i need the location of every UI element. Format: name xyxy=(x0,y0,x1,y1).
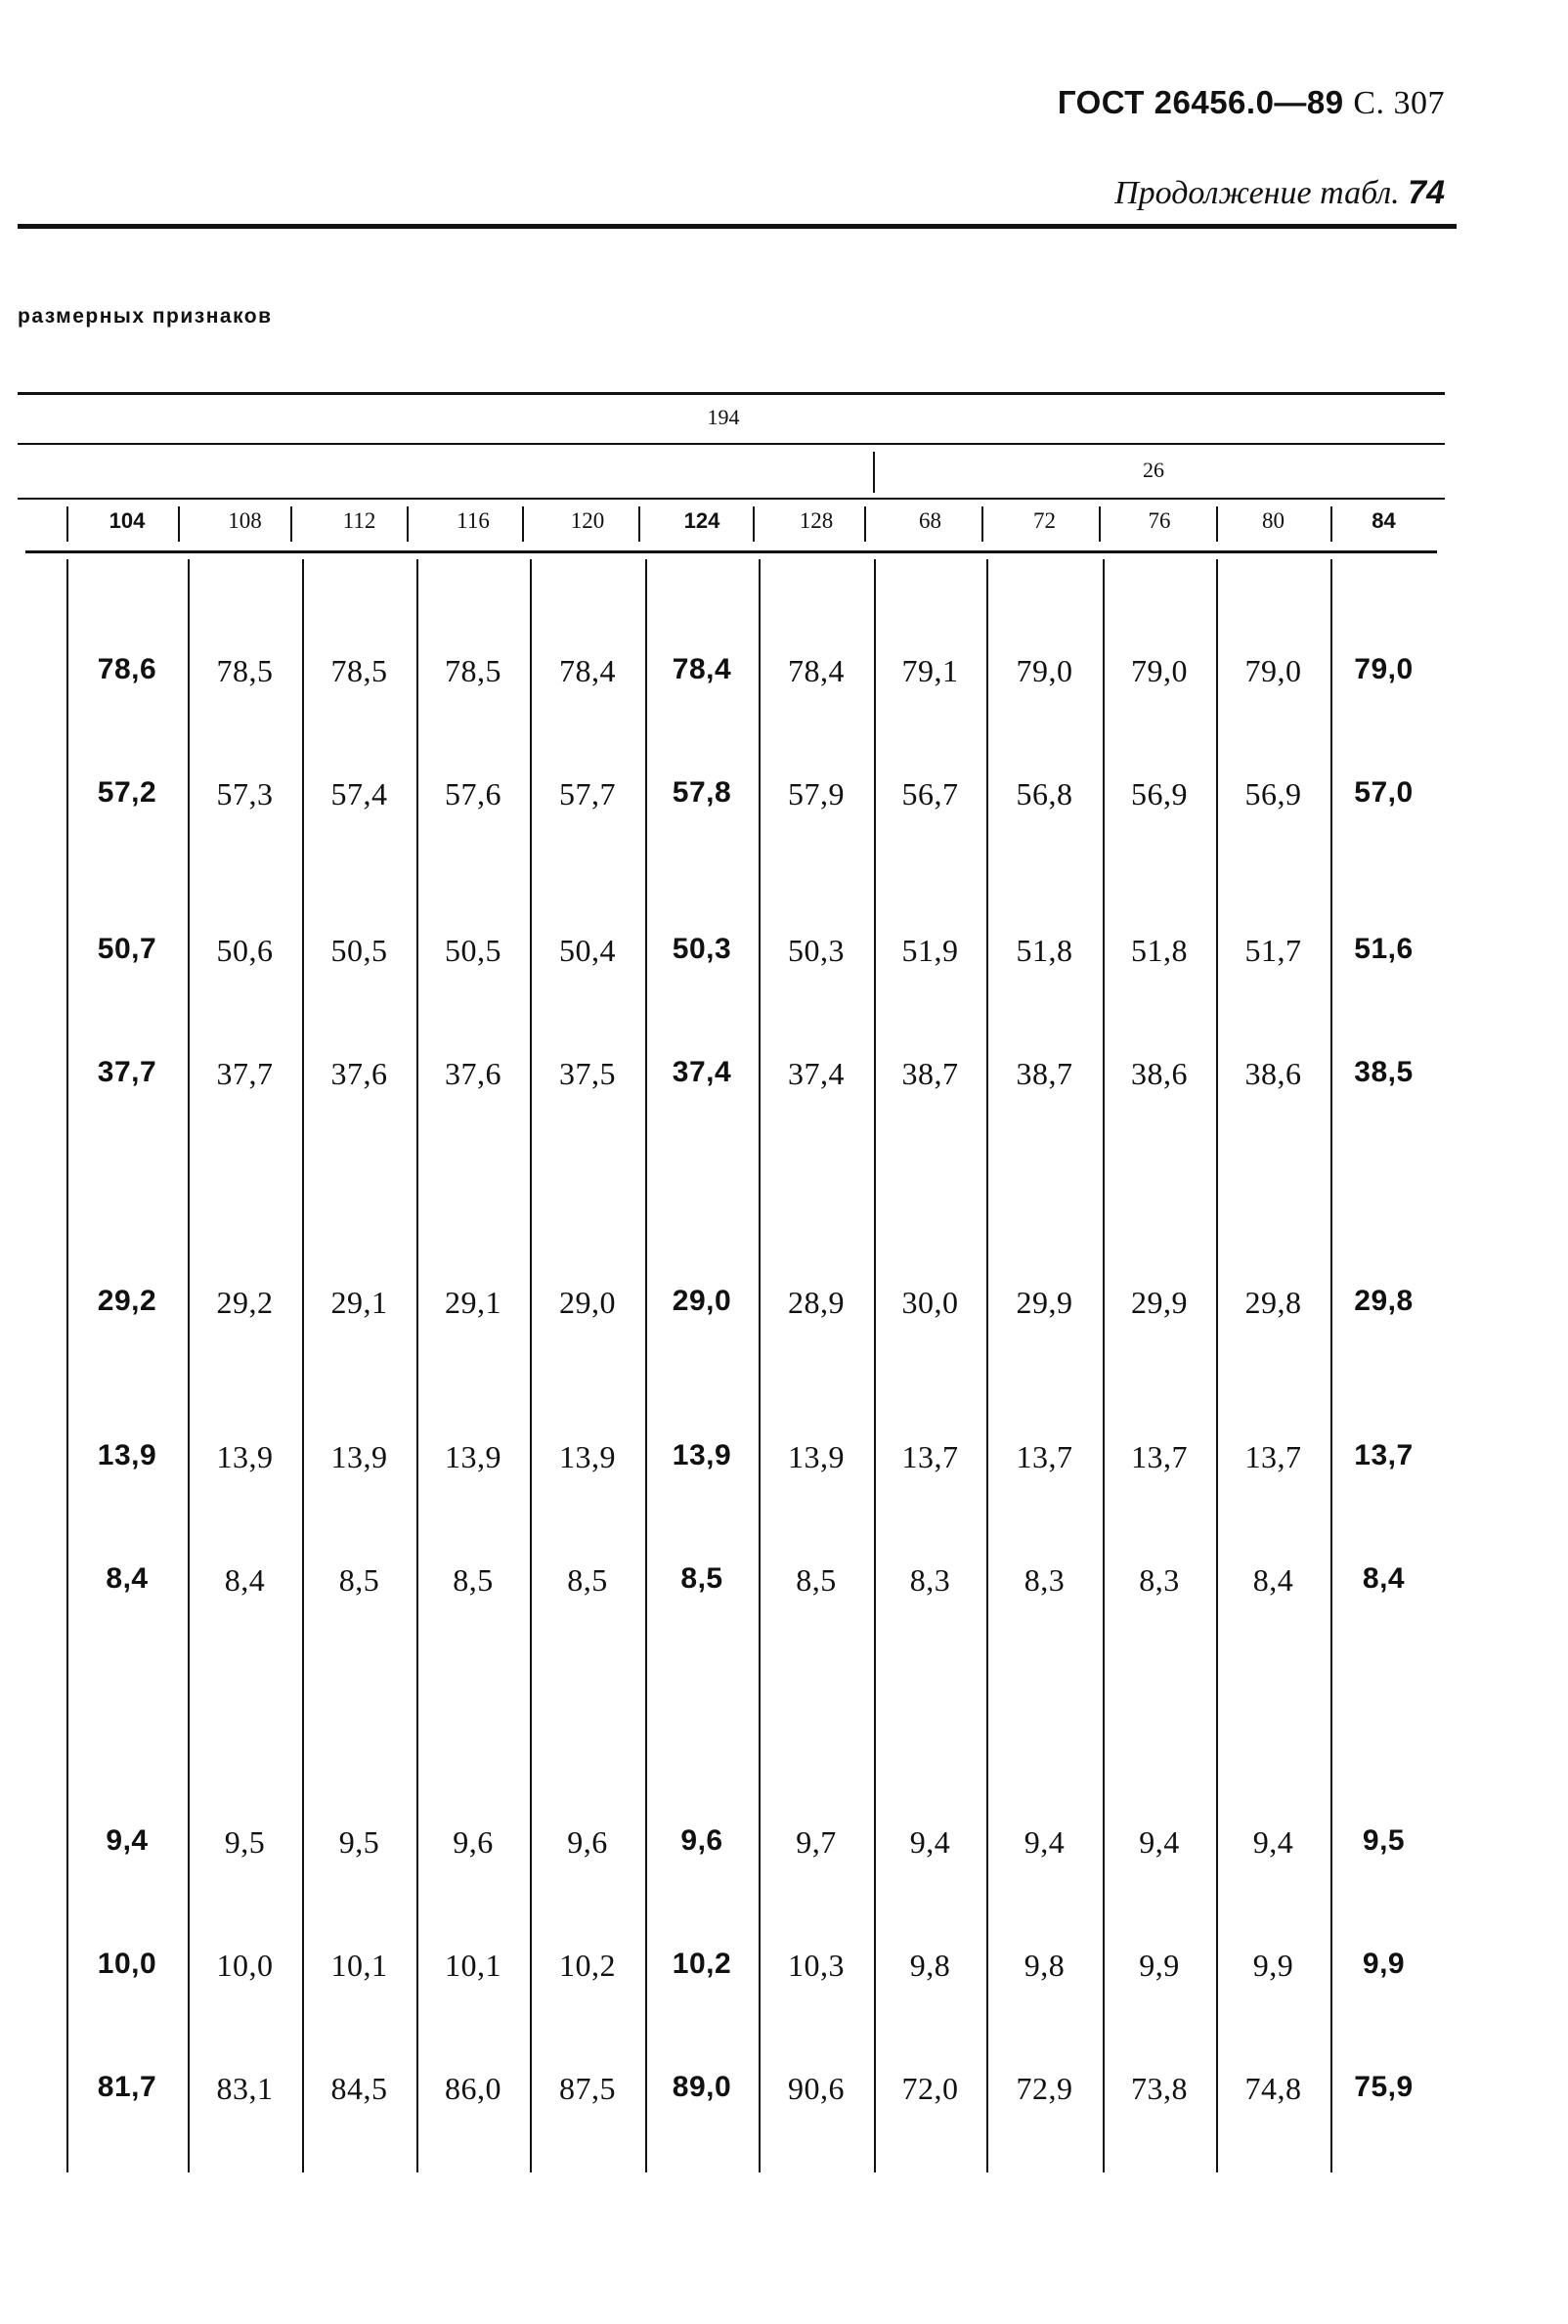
table-cell: 37,6 xyxy=(445,1056,501,1091)
table-cell: 9,6 xyxy=(453,1824,494,1860)
column-header-divider xyxy=(407,506,409,542)
page-header xyxy=(1058,84,1445,122)
table-cell: 79,0 xyxy=(1354,653,1414,685)
table-cell: 9,9 xyxy=(1139,1948,1180,1983)
table-cell: 29,9 xyxy=(1016,1285,1073,1320)
table-cell: 13,7 xyxy=(901,1439,959,1474)
table-cell: 57,0 xyxy=(1354,776,1414,809)
table-cell: 9,4 xyxy=(106,1824,149,1857)
table-cell: 37,4 xyxy=(672,1056,732,1088)
column-divider xyxy=(188,559,190,2172)
group-rule xyxy=(18,443,1445,445)
column-divider xyxy=(874,559,876,2172)
table-cell: 81,7 xyxy=(97,2071,157,2103)
table-cell: 13,7 xyxy=(1131,1439,1188,1474)
table-cell: 79,1 xyxy=(901,653,959,688)
table-cell: 29,1 xyxy=(445,1285,501,1320)
table-cell: 9,9 xyxy=(1362,1948,1406,1980)
table-cell: 51,8 xyxy=(1016,933,1073,968)
subgroup-rule xyxy=(18,498,1445,500)
table-cell: 9,7 xyxy=(796,1824,837,1860)
table-cell: 10,3 xyxy=(788,1948,845,1983)
table-cell: 75,9 xyxy=(1354,2071,1414,2103)
continuation-text: Продолжение табл. xyxy=(1114,175,1400,211)
table-cell: 29,2 xyxy=(216,1285,274,1320)
table-cell: 9,4 xyxy=(1252,1824,1294,1860)
column-header-divider xyxy=(638,506,640,542)
table-cell: 57,7 xyxy=(559,776,616,811)
group-header-sub: 26 xyxy=(1143,458,1164,482)
table-cell: 9,6 xyxy=(567,1824,608,1860)
table-cell: 9,6 xyxy=(680,1824,723,1857)
table-cell: 9,9 xyxy=(1252,1948,1294,1983)
table-cell: 8,5 xyxy=(567,1562,608,1598)
column-header: 104 xyxy=(109,508,146,533)
table-cell: 78,4 xyxy=(672,653,732,685)
table-cell: 50,4 xyxy=(559,933,616,968)
column-header-divider xyxy=(290,506,292,542)
column-header-divider xyxy=(753,506,755,542)
table-cell: 50,5 xyxy=(330,933,388,968)
table-cell: 38,6 xyxy=(1244,1056,1302,1091)
table-cell: 56,9 xyxy=(1244,776,1302,811)
column-divider xyxy=(1216,559,1218,2172)
table-cell: 29,1 xyxy=(330,1285,388,1320)
header-bottom-rule xyxy=(25,550,1437,553)
table-cell: 51,8 xyxy=(1131,933,1188,968)
table-cell: 10,0 xyxy=(216,1948,274,1983)
column-header: 80 xyxy=(1262,508,1285,533)
table-cell: 57,3 xyxy=(216,776,274,811)
table-cell: 72,0 xyxy=(901,2071,959,2106)
column-header: 68 xyxy=(919,508,941,533)
table-cell: 13,9 xyxy=(559,1439,616,1474)
table-cell: 30,0 xyxy=(901,1285,959,1320)
table-cell: 29,8 xyxy=(1244,1285,1302,1320)
table-cell: 8,4 xyxy=(106,1562,149,1595)
table-cell: 9,8 xyxy=(909,1948,951,1983)
table-cell: 8,5 xyxy=(338,1562,380,1598)
table-cell: 9,5 xyxy=(224,1824,266,1860)
table-cell: 78,4 xyxy=(788,653,845,688)
table-cell: 83,1 xyxy=(216,2071,274,2106)
table-cell: 57,9 xyxy=(788,776,845,811)
table-cell: 50,5 xyxy=(445,933,501,968)
subgroup-divider xyxy=(873,452,875,493)
table-cell: 56,7 xyxy=(901,776,959,811)
table-cell: 57,2 xyxy=(97,776,157,809)
table-cell: 9,5 xyxy=(338,1824,380,1860)
table-cell: 79,0 xyxy=(1016,653,1073,688)
table-cell: 56,9 xyxy=(1131,776,1188,811)
column-header: 76 xyxy=(1148,508,1171,533)
table-cell: 10,2 xyxy=(672,1948,732,1980)
column-divider xyxy=(302,559,304,2172)
column-header: 72 xyxy=(1033,508,1056,533)
table-cell: 29,8 xyxy=(1354,1285,1414,1317)
table-cell: 37,5 xyxy=(559,1056,616,1091)
column-header-divider xyxy=(981,506,983,542)
column-header: 128 xyxy=(799,508,834,533)
column-divider xyxy=(66,559,68,2172)
table-cell: 38,7 xyxy=(901,1056,959,1091)
table-cell: 51,7 xyxy=(1244,933,1302,968)
table-cell: 29,0 xyxy=(559,1285,616,1320)
column-divider xyxy=(759,559,761,2172)
table-cell: 13,7 xyxy=(1354,1439,1414,1471)
table-cell: 13,9 xyxy=(445,1439,501,1474)
table-cell: 29,2 xyxy=(97,1285,157,1317)
table-cell: 78,5 xyxy=(445,653,501,688)
table-cell: 38,7 xyxy=(1016,1056,1073,1091)
table-cell: 38,6 xyxy=(1131,1056,1188,1091)
column-header: 124 xyxy=(683,508,720,533)
table-cell: 57,8 xyxy=(672,776,732,809)
table-cell: 50,3 xyxy=(672,933,732,965)
column-header: 120 xyxy=(570,508,605,533)
table-cell: 29,0 xyxy=(672,1285,732,1317)
column-header: 116 xyxy=(457,508,490,533)
table-cell: 13,7 xyxy=(1016,1439,1073,1474)
table-cell: 84,5 xyxy=(330,2071,388,2106)
table-cell: 13,9 xyxy=(672,1439,732,1471)
table-cell: 37,6 xyxy=(330,1056,388,1091)
table-cell: 37,4 xyxy=(788,1056,845,1091)
table-cell: 78,5 xyxy=(216,653,274,688)
table-cell: 8,5 xyxy=(453,1562,494,1598)
table-number: 74 xyxy=(1408,174,1445,211)
page-number: С. 307 xyxy=(1353,85,1445,121)
table-cell: 50,6 xyxy=(216,933,274,968)
table-top-rule xyxy=(18,392,1445,395)
column-header-divider xyxy=(1099,506,1101,542)
table-cell: 90,6 xyxy=(788,2071,845,2106)
table-cell: 78,6 xyxy=(97,653,157,685)
column-divider xyxy=(416,559,418,2172)
table-cell: 86,0 xyxy=(445,2071,501,2106)
column-header-divider xyxy=(178,506,180,542)
table-cell: 9,4 xyxy=(1139,1824,1180,1860)
column-divider xyxy=(645,559,647,2172)
column-header: 84 xyxy=(1372,508,1396,533)
table-cell: 57,4 xyxy=(330,776,388,811)
table-cell: 9,8 xyxy=(1024,1948,1066,1983)
column-header-divider xyxy=(522,506,524,542)
table-cell: 78,4 xyxy=(559,653,616,688)
table-cell: 74,8 xyxy=(1244,2071,1302,2106)
table-cell: 9,4 xyxy=(1024,1824,1066,1860)
table-cell: 51,9 xyxy=(901,933,959,968)
table-cell: 10,1 xyxy=(445,1948,501,1983)
table-cell: 8,4 xyxy=(224,1562,266,1598)
table-cell: 8,4 xyxy=(1252,1562,1294,1598)
table-cell: 29,9 xyxy=(1131,1285,1188,1320)
table-cell: 37,7 xyxy=(216,1056,274,1091)
table-cell: 8,3 xyxy=(1024,1562,1066,1598)
table-cell: 50,7 xyxy=(97,933,157,965)
table-cell: 13,9 xyxy=(788,1439,845,1474)
table-cell: 72,9 xyxy=(1016,2071,1073,2106)
column-divider xyxy=(1103,559,1105,2172)
table-cell: 73,8 xyxy=(1131,2071,1188,2106)
table-cell: 89,0 xyxy=(672,2071,732,2103)
column-header: 112 xyxy=(342,508,376,533)
table-subtitle: размерных признаков xyxy=(18,305,273,328)
column-divider xyxy=(986,559,988,2172)
table-cell: 50,3 xyxy=(788,933,845,968)
table-cell: 13,9 xyxy=(330,1439,388,1474)
group-header-top: 194 xyxy=(707,405,740,429)
table-cell: 57,6 xyxy=(445,776,501,811)
table-continuation-label xyxy=(1114,174,1445,212)
table-cell: 8,3 xyxy=(909,1562,951,1598)
table-cell: 38,5 xyxy=(1354,1056,1414,1088)
table-cell: 8,5 xyxy=(796,1562,837,1598)
column-header-divider xyxy=(864,506,866,542)
header-rule xyxy=(18,224,1457,229)
table-cell: 10,2 xyxy=(559,1948,616,1983)
table-cell: 51,6 xyxy=(1354,933,1414,965)
table-cell: 8,5 xyxy=(680,1562,723,1595)
document-reference: ГОСТ 26456.0—89 xyxy=(1057,84,1344,120)
table-cell: 8,4 xyxy=(1362,1562,1406,1595)
table-cell: 8,3 xyxy=(1139,1562,1180,1598)
table-cell: 79,0 xyxy=(1131,653,1188,688)
column-divider xyxy=(1330,559,1332,2172)
table-cell: 87,5 xyxy=(559,2071,616,2106)
table-cell: 56,8 xyxy=(1016,776,1073,811)
table-cell: 28,9 xyxy=(788,1285,845,1320)
column-divider xyxy=(530,559,532,2172)
table-cell: 10,0 xyxy=(97,1948,157,1980)
table-cell: 13,9 xyxy=(97,1439,157,1471)
table-cell: 10,1 xyxy=(330,1948,388,1983)
table-cell: 9,5 xyxy=(1362,1824,1406,1857)
table-cell: 13,7 xyxy=(1244,1439,1302,1474)
table-cell: 78,5 xyxy=(330,653,388,688)
table-cell: 13,9 xyxy=(216,1439,274,1474)
table-cell: 79,0 xyxy=(1244,653,1302,688)
table-cell: 37,7 xyxy=(97,1056,157,1088)
table-cell: 9,4 xyxy=(909,1824,951,1860)
column-header: 108 xyxy=(228,508,262,533)
